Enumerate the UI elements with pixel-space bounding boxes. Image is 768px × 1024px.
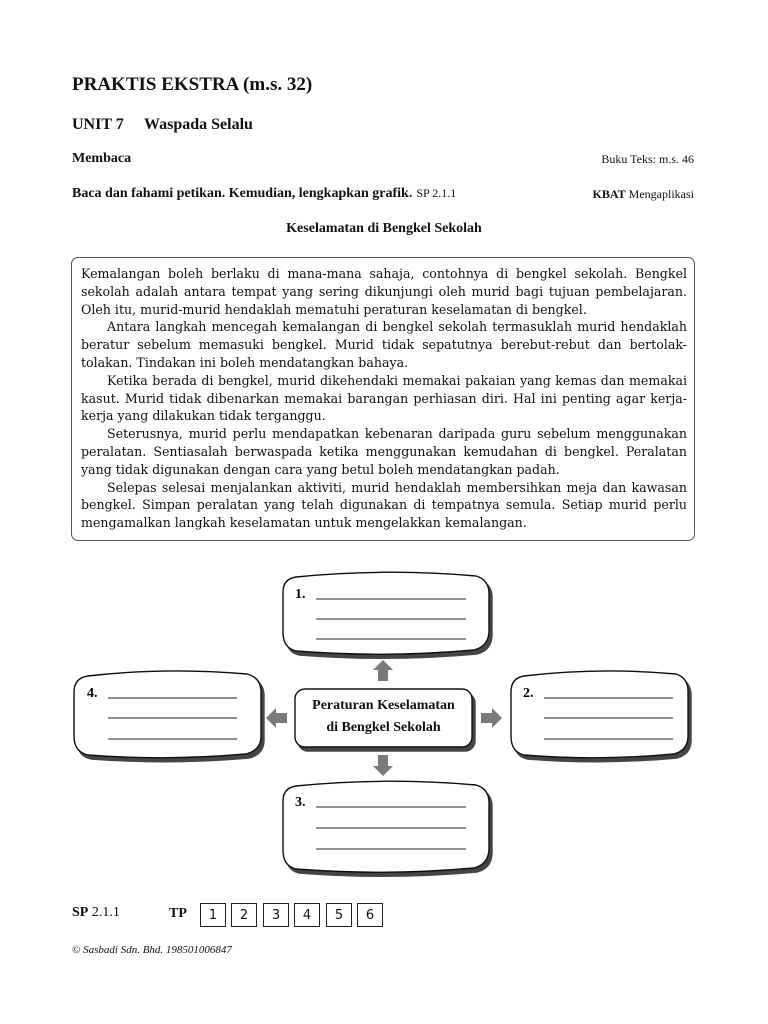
bubble-number-1: 1. — [295, 587, 306, 602]
passage-paragraph: Seterusnya, murid perlu mendapatkan kebenaran daripada guru sebelum menggunakan peralatan. Sentiasalah berwaspada ketika menggunakan kemudahan di bengkel. Peralatan yang tidak digunakan dengan cara yang betul boleh mendatangkan padah. — [81, 426, 687, 477]
tp-level-box[interactable]: 2 — [231, 903, 257, 927]
passage-paragraph: Kemalangan boleh berlaku di mana-mana sahaja, contohnya di bengkel sekolah. Bengkel sekolah adalah antara tempat yang sering dikunjungi oleh murid bagi tujuan pembelajaran. Oleh itu, murid-murid hendaklah mematuhi peraturan keselamatan di bengkel. — [81, 266, 687, 317]
arrow-down-icon — [373, 755, 393, 776]
passage-box — [71, 257, 695, 541]
tp-level-box[interactable]: 4 — [294, 903, 320, 927]
kbat-value: Mengaplikasi — [628, 187, 694, 201]
center-topic-box — [295, 689, 472, 747]
answer-bubble-3 — [283, 781, 489, 872]
unit-title: Waspada Selalu — [144, 116, 253, 133]
tp-level-box[interactable]: 6 — [357, 903, 383, 927]
tp-level-box[interactable]: 5 — [326, 903, 352, 927]
passage-paragraph: Antara langkah mencegah kemalangan di bengkel sekolah termasuklah murid hendaklah beratur sebelum memasuki bengkel. Murid tidak sepatutnya berebut-rebut dan bertolak-tolakan. Tindakan ini boleh mendatangkan bahaya. — [81, 319, 687, 370]
instruction-sp: SP 2.1.1 — [416, 186, 457, 200]
tp-label: TP — [169, 906, 187, 921]
passage-paragraph: Ketika berada di bengkel, murid dikehendaki memakai pakaian yang kemas dan memakai kasut. Murid tidak dibenarkan memakai barangan perhiasan diri. Hal ini penting agar kerja-kerja yang dilakukan tidak terganggu. — [81, 372, 687, 424]
center-topic-line2: di Bengkel Sekolah — [326, 720, 441, 735]
arrow-right-icon — [481, 708, 502, 728]
bubble-number-4: 4. — [87, 686, 98, 701]
graphic-organizer — [0, 560, 768, 880]
arrow-left-icon — [266, 708, 287, 728]
instruction-text: Baca dan fahami petikan. Kemudian, lengkapkan grafik. — [72, 186, 413, 201]
sp-label: SP — [72, 905, 89, 920]
bubble-number-3: 3. — [295, 795, 306, 810]
answer-bubble-1 — [283, 572, 489, 654]
tp-level-box[interactable]: 3 — [263, 903, 289, 927]
center-topic-line1: Peraturan Keselamatan — [312, 698, 455, 713]
sp-reference — [72, 905, 120, 921]
passage-title: Keselamatan di Bengkel Sekolah — [286, 221, 482, 236]
unit-heading — [72, 116, 253, 134]
tp-level-box[interactable]: 1 — [200, 903, 226, 927]
instruction — [72, 186, 456, 202]
section-label: Membaca — [72, 151, 132, 166]
copyright: © Sasbadi Sdn. Bhd. 198501006847 — [72, 944, 232, 956]
page-title: PRAKTIS EKSTRA (m.s. 32) — [72, 74, 313, 95]
answer-bubble-2 — [511, 671, 688, 758]
kbat-label — [593, 187, 694, 202]
unit-number: UNIT 7 — [72, 116, 124, 133]
kbat-tag: KBAT — [592, 187, 626, 201]
sp-value: 2.1.1 — [91, 905, 120, 920]
bubble-number-2: 2. — [523, 686, 534, 701]
textbook-reference: Buku Teks: m.s. 46 — [601, 152, 694, 166]
passage-paragraph: Selepas selesai menjalankan aktiviti, murid hendaklah membersihkan meja dan kawasan bengkel. Simpan peralatan yang telah digunakan di tempatnya semula. Setiap murid perlu mengamalkan langkah keselamatan untuk mengelakkan kemalangan. — [81, 479, 687, 531]
answer-bubble-4 — [74, 671, 261, 758]
arrow-up-icon — [373, 660, 393, 681]
